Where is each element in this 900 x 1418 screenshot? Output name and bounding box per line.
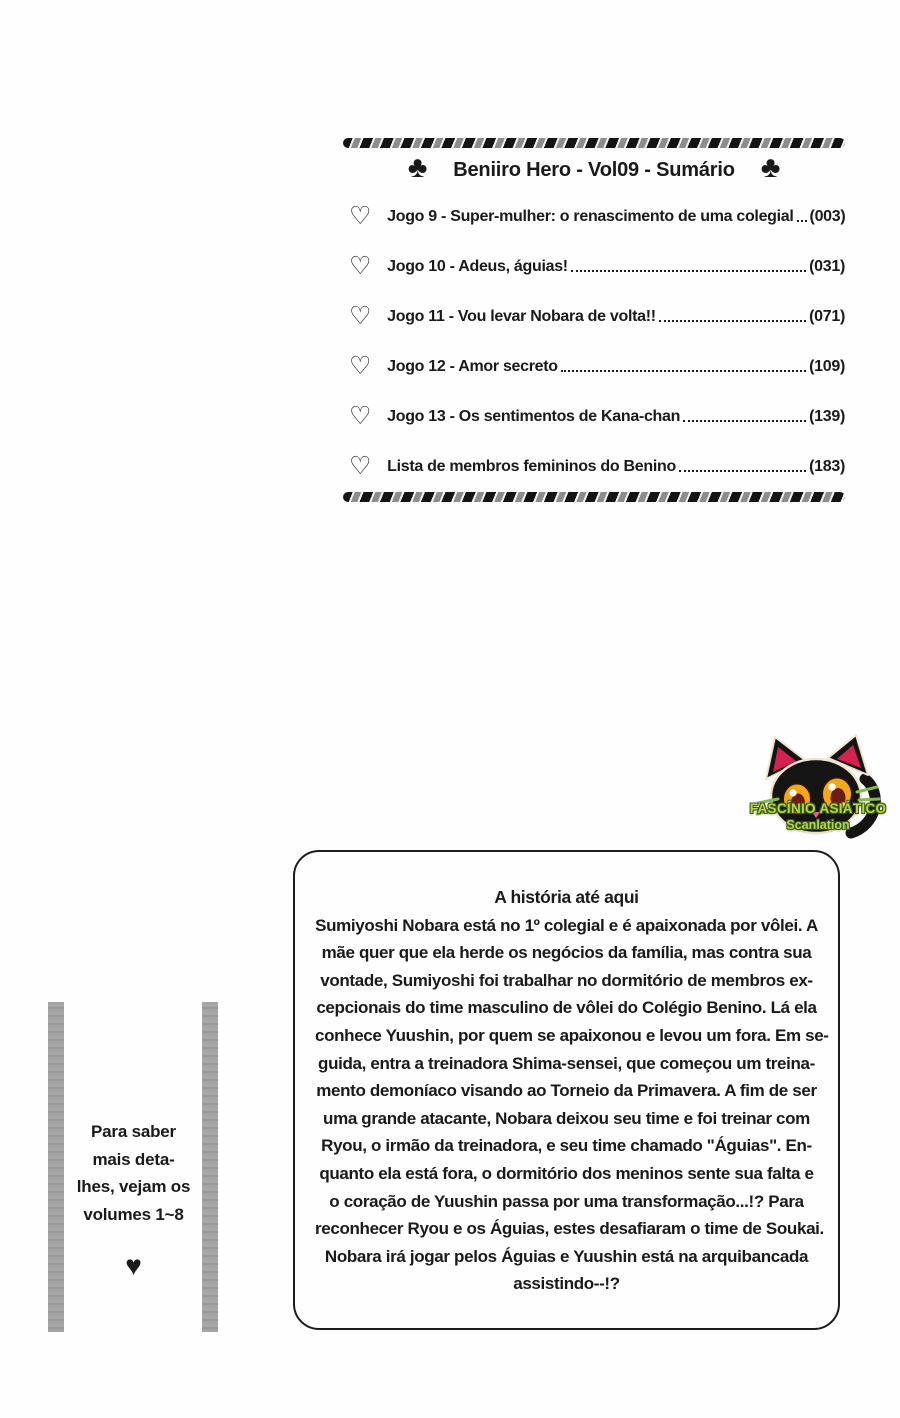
toc-item [343, 292, 845, 342]
side-note-line: mais deta- [92, 1149, 175, 1169]
synopsis-line: mento demoníaco visando ao Torneio da Primavera. A fim de ser [316, 1081, 817, 1101]
toc-item-page: (071) [809, 308, 845, 325]
dot-leader [571, 270, 806, 272]
club-icon: ♣ [760, 151, 781, 184]
toc-item-page: (139) [809, 408, 845, 425]
scanlation-subtitle: Scanlation [786, 817, 850, 832]
heart-outline-icon: ♡ [349, 352, 372, 380]
synopsis-box [293, 850, 840, 1330]
toc-item [343, 342, 845, 392]
toc-item-label: Jogo 10 - Adeus, águias! [387, 258, 568, 275]
scanlation-logo [751, 733, 885, 845]
synopsis-line: guida, entra a treinadora Shima-sensei, que começou um treina- [318, 1053, 815, 1073]
toc-item-label: Lista de membros femininos do Benino [387, 458, 676, 475]
synopsis-line: mãe quer que ela herde os negócios da família, mas contra sua [321, 943, 812, 963]
synopsis-line: cepcionais do time masculino de vôlei do Colégio Benino. Lá ela [316, 998, 817, 1018]
synopsis-line: Nobara irá jogar pelos Águias e Yuushin está na arquibancada [324, 1246, 809, 1266]
side-note-line: lhes, vejam os [76, 1177, 191, 1196]
heart-outline-icon: ♡ [349, 402, 372, 430]
toc-item-label: Jogo 12 - Amor secreto [387, 358, 558, 375]
toc-item [343, 442, 845, 492]
synopsis-line: assistindo--!? [513, 1274, 620, 1294]
synopsis-title: A história até aqui [494, 887, 639, 907]
side-note [62, 1118, 205, 1282]
scanlation-name [737, 801, 899, 834]
decorative-border-bottom [343, 492, 845, 502]
synopsis-line: Ryou, o irmão da treinadora, e seu time chamado "Águias". En- [321, 1136, 812, 1156]
heart-filled-icon: ♥ [125, 1250, 142, 1281]
synopsis-line: o coração de Yuushin passa por uma transformação...!? Para [329, 1191, 804, 1211]
toc-item-page: (183) [809, 458, 845, 475]
heart-outline-icon: ♡ [349, 452, 372, 480]
toc-item-page: (109) [809, 358, 845, 375]
dot-leader [561, 370, 806, 372]
side-note-line: volumes 1~8 [83, 1204, 184, 1224]
synopsis-line: uma grande atacante, Nobara deixou seu time e foi treinar com [323, 1108, 810, 1128]
toc-item-label: Jogo 9 - Super-mulher: o renascimento de uma colegial [387, 208, 794, 225]
dot-leader [659, 320, 806, 322]
synopsis-line: vontade, Sumiyoshi foi trabalhar no dormitório de membros ex- [320, 970, 813, 990]
toc-item [343, 192, 845, 242]
heart-outline-icon: ♡ [349, 302, 372, 330]
heart-outline-icon: ♡ [349, 252, 372, 280]
heart-outline-icon: ♡ [349, 202, 372, 230]
scanlation-name-line: FASCÍNIO ASIÁTICO [749, 801, 887, 816]
side-note-line: Para saber [91, 1122, 176, 1141]
toc-item-page: (031) [809, 258, 845, 275]
page-title: Beniiro Hero - Vol09 - Sumário [453, 158, 735, 181]
toc-item-label: Jogo 11 - Vou levar Nobara de volta!! [387, 308, 656, 325]
toc-item [343, 392, 845, 442]
synopsis-line: conhece Yuushin, por quem se apaixonou e levou um fora. Em se- [315, 1025, 829, 1045]
dot-leader [797, 220, 807, 222]
synopsis-line: quanto ela está fora, o dormitório dos meninos sente sua falta e [319, 1163, 814, 1183]
club-icon: ♣ [407, 151, 428, 184]
toc-item-label: Jogo 13 - Os sentimentos de Kana-chan [387, 408, 681, 425]
dot-leader [679, 470, 806, 472]
table-of-contents [343, 138, 845, 502]
decorative-border-top [343, 138, 845, 148]
toc-item-page: (003) [809, 208, 846, 225]
synopsis-line: Sumiyoshi Nobara está no 1º colegial e é apaixonada por vôlei. A [315, 915, 818, 935]
synopsis-line: reconhecer Ryou e os Águias, estes desafiaram o time de Soukai. [315, 1219, 824, 1239]
toc-item [343, 242, 845, 292]
toc-title-row [343, 148, 845, 192]
dot-leader [683, 420, 806, 422]
